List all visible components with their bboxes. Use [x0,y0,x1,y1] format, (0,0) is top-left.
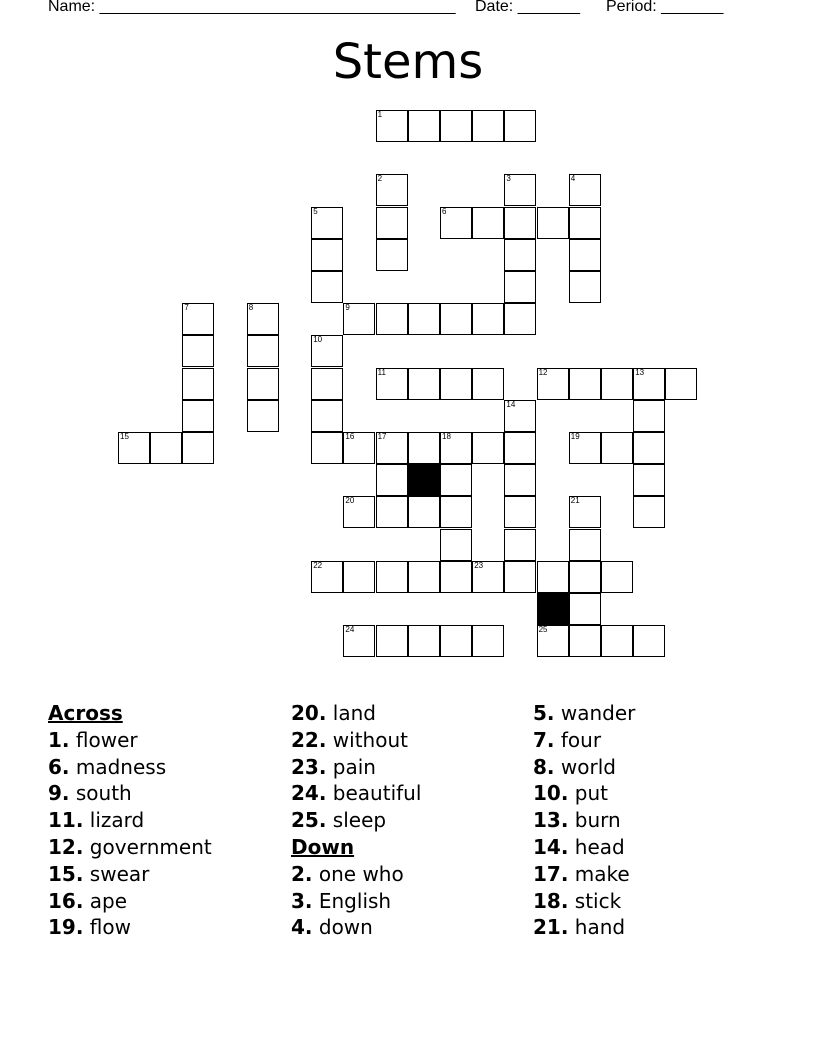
clue-item [48,807,212,834]
clue-item [48,861,212,888]
clue-number: 6. [48,754,70,779]
clue-text: swear [83,861,150,886]
crossword-cell[interactable] [440,368,472,400]
crossword-cell[interactable] [440,464,472,496]
crossword-cell[interactable] [569,593,601,625]
clue-number-label: 24 [345,625,355,635]
date-field-label: Date: _______ [475,0,580,15]
crossword-cell[interactable] [182,368,214,400]
clue-number-label: 23 [474,560,484,570]
clue-number: 9. [48,781,70,806]
crossword-cell[interactable] [633,432,665,464]
clue-item [291,861,421,888]
clue-number-label: 15 [120,432,129,441]
across-heading: Across [48,701,123,725]
crossword-cell[interactable] [408,625,440,657]
crossword-cell[interactable] [182,400,214,432]
crossword-cell[interactable] [311,271,343,303]
clue-number: 1. [48,727,70,752]
clue-item [291,914,421,941]
crossword-cell[interactable] [633,464,665,496]
crossword-cell[interactable] [472,207,504,239]
crossword-cell[interactable] [569,561,601,593]
crossword-cell[interactable] [247,303,279,335]
crossword-cell[interactable] [408,496,440,528]
crossword-cell[interactable] [504,529,536,561]
clue-text: wander [554,701,636,725]
clue-text: English [312,888,392,913]
crossword-cell[interactable] [118,432,150,464]
clue-number-label: 13 [635,367,645,377]
clue-number-label: 25 [538,625,548,635]
crossword-cell[interactable] [504,174,536,206]
clue-text: head [568,834,625,859]
crossword-cell[interactable] [569,271,601,303]
crossword-cell[interactable] [440,432,472,464]
crossword-cell[interactable] [537,368,569,400]
crossword-cell[interactable] [472,625,504,657]
crossword-cell[interactable] [343,561,375,593]
crossword-cell[interactable] [569,432,601,464]
clue-number-label: 4 [570,174,576,184]
clue-number: 16. [48,888,84,913]
crossword-cell[interactable] [311,368,343,400]
clue-number: 21. [533,915,569,940]
clue-text: south [69,781,132,806]
clue-text: land [326,701,376,725]
clue-text: stick [568,888,622,913]
clue-item [533,780,635,807]
clue-text: down [312,915,373,940]
clue-number: 12. [48,834,84,859]
crossword-cell[interactable] [601,368,633,400]
crossword-cell[interactable] [311,335,343,367]
crossword-cell[interactable] [408,368,440,400]
clue-number-label: 3 [506,174,511,184]
crossword-cell[interactable] [569,625,601,657]
crossword-cell[interactable] [311,432,343,464]
clue-item [291,888,421,915]
crossword-cell[interactable] [440,110,472,142]
crossword-cell[interactable] [311,207,343,239]
clue-item [48,914,212,941]
crossword-cell[interactable] [247,335,279,367]
clue-number: 7. [533,727,555,752]
crossword-cell[interactable] [247,400,279,432]
clue-number-label: 16 [345,432,355,441]
clue-number-label: 20 [345,496,355,506]
clue-number-label: 8 [248,303,254,313]
black-square [408,464,440,496]
crossword-cell[interactable] [472,110,504,142]
crossword-cell[interactable] [537,561,569,593]
crossword-cell[interactable] [376,110,408,142]
crossword-cell[interactable] [633,625,665,657]
clue-item [291,780,421,807]
crossword-cell[interactable] [376,303,408,335]
crossword-cell[interactable] [150,432,182,464]
clue-column-2 [291,700,421,941]
crossword-cell[interactable] [504,432,536,464]
crossword-cell[interactable] [440,561,472,593]
crossword-cell[interactable] [504,207,536,239]
clue-text: beautiful [326,781,422,806]
crossword-cell[interactable] [182,432,214,464]
crossword-cell[interactable] [376,368,408,400]
clue-number: 19. [48,915,84,940]
clue-text: flow [83,915,131,940]
clue-number-label: 17 [377,432,387,441]
clue-text: government [83,834,212,859]
clue-number-label: 10 [313,335,323,345]
crossword-cell[interactable] [440,207,472,239]
crossword-cell[interactable] [472,561,504,593]
crossword-cell[interactable] [569,529,601,561]
crossword-cell[interactable] [408,432,440,464]
clue-number: 15. [48,861,84,886]
clue-item [48,727,212,754]
crossword-cell[interactable] [601,432,633,464]
clue-number-label: 12 [538,367,548,377]
clue-item [48,834,212,861]
clue-item [533,914,635,941]
crossword-cell[interactable] [633,400,665,432]
clue-number-label: 9 [345,303,350,313]
crossword-cell[interactable] [504,271,536,303]
clue-number: 4. [291,915,313,940]
crossword-cell[interactable] [569,239,601,271]
crossword-cell[interactable] [376,625,408,657]
crossword-cell[interactable] [633,496,665,528]
black-square [537,593,569,625]
clue-item [533,861,635,888]
clue-number-label: 7 [184,303,189,313]
crossword-cell[interactable] [376,432,408,464]
clue-item [533,834,635,861]
crossword-cell[interactable] [376,496,408,528]
clue-number: 8. [533,754,555,779]
clue-number: 2. [291,861,313,886]
clue-number: 3. [291,888,313,913]
crossword-cell[interactable] [376,239,408,271]
clue-text: burn [568,808,621,833]
clue-number: 5. [533,701,555,725]
clue-text: pain [326,754,376,779]
clue-text: make [568,861,630,886]
crossword-cell[interactable] [601,561,633,593]
clue-item [291,727,421,754]
clue-text: hand [568,915,626,940]
clue-item [291,754,421,781]
clue-number: 20. [291,701,327,725]
crossword-cell[interactable] [182,303,214,335]
crossword-cell[interactable] [504,110,536,142]
clue-item [533,888,635,915]
clue-number: 17. [533,861,569,886]
clue-number-label: 22 [313,560,323,570]
clue-text: one who [312,861,404,886]
crossword-cell[interactable] [665,368,697,400]
clue-number: 10. [533,781,569,806]
crossword-cell[interactable] [343,432,375,464]
crossword-cell[interactable] [440,625,472,657]
crossword-cell[interactable] [408,110,440,142]
name-field-label: Name: ________________________________________ [48,0,456,15]
crossword-cell[interactable] [472,368,504,400]
clue-text: world [554,754,616,779]
clue-number: 18. [533,888,569,913]
clue-number: 11. [48,808,84,833]
crossword-cell[interactable] [408,303,440,335]
clue-text: four [554,727,602,752]
crossword-cell[interactable] [376,207,408,239]
crossword-cell[interactable] [343,625,375,657]
clue-column-3 [533,700,635,941]
clue-number-label: 2 [377,174,383,184]
crossword-cell[interactable] [504,464,536,496]
clue-item [533,700,635,727]
clue-item [291,700,421,727]
clue-number-label: 18 [442,432,451,441]
crossword-cell[interactable] [376,464,408,496]
crossword-cell[interactable] [311,561,343,593]
crossword-cell[interactable] [343,303,375,335]
crossword-cell[interactable] [472,432,504,464]
clue-number-label: 5 [313,206,318,216]
crossword-cell[interactable] [504,303,536,335]
crossword-cell[interactable] [504,239,536,271]
crossword-cell[interactable] [440,496,472,528]
clue-text: without [326,727,408,752]
period-field-label: Period: _______ [606,0,724,15]
crossword-cell[interactable] [633,368,665,400]
clue-number-label: 14 [506,399,516,409]
clue-number: 13. [533,808,569,833]
crossword-cell[interactable] [537,207,569,239]
clue-text: sleep [326,808,387,833]
clue-number-label: 11 [377,367,386,377]
clue-item [533,807,635,834]
crossword-cell[interactable] [504,496,536,528]
crossword-cell[interactable] [182,335,214,367]
crossword-cell[interactable] [247,368,279,400]
crossword-cell[interactable] [376,561,408,593]
clue-number: 22. [291,727,327,752]
clue-item [48,780,212,807]
crossword-cell[interactable] [504,400,536,432]
clue-number: 24. [291,781,327,806]
clue-text: ape [83,888,128,913]
clue-item [533,754,635,781]
crossword-cell[interactable] [537,625,569,657]
crossword-cell[interactable] [569,368,601,400]
crossword-cell[interactable] [569,207,601,239]
crossword-cell[interactable] [440,529,472,561]
crossword-cell[interactable] [504,561,536,593]
crossword-cell[interactable] [601,625,633,657]
crossword-cell[interactable] [376,174,408,206]
puzzle-title: Stems [332,34,484,90]
clue-column-1 [48,700,212,941]
clue-number: 23. [291,754,327,779]
crossword-cell[interactable] [569,496,601,528]
down-heading: Down [291,834,355,859]
crossword-cell[interactable] [311,400,343,432]
crossword-cell[interactable] [343,496,375,528]
clue-text: lizard [83,808,145,833]
crossword-cell[interactable] [311,239,343,271]
crossword-cell[interactable] [440,303,472,335]
clue-number-label: 1 [377,110,383,119]
clue-text: madness [69,754,167,779]
clue-item [533,727,635,754]
clue-number-label: 6 [442,206,447,216]
clue-item [291,807,421,834]
crossword-cell[interactable] [569,174,601,206]
crossword-cell[interactable] [408,561,440,593]
clue-text: put [568,781,609,806]
clue-number-label: 19 [570,432,580,441]
clue-number: 25. [291,808,327,833]
clue-number-label: 21 [570,496,580,506]
crossword-cell[interactable] [472,303,504,335]
clue-item [48,888,212,915]
clue-item [48,754,212,781]
clue-number: 14. [533,834,569,859]
clue-text: flower [69,727,138,752]
